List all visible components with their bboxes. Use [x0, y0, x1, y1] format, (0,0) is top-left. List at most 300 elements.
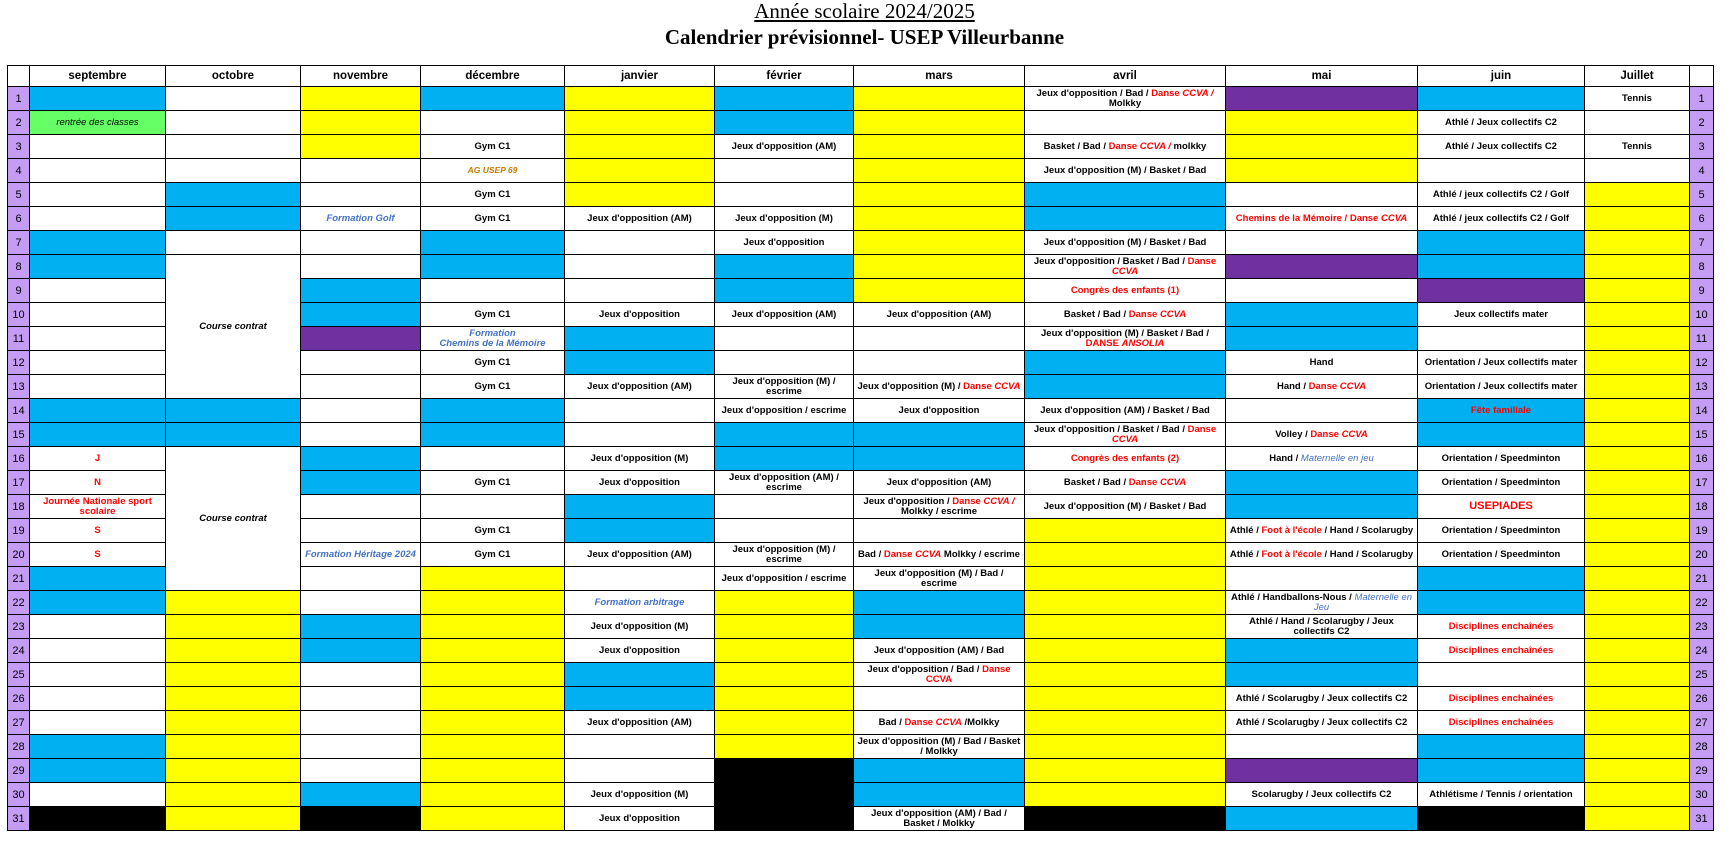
- cell-text: Jeux d'opposition (M) / Basket / Bad: [1043, 164, 1207, 176]
- cell-text: Gym C1: [474, 476, 511, 488]
- cell-text: Disciplines enchaînées: [1448, 716, 1554, 728]
- calendar-cell: [301, 255, 421, 279]
- calendar-cell: [166, 183, 301, 207]
- day-number: 27: [1690, 711, 1714, 735]
- calendar-cell: [1585, 807, 1690, 831]
- cell-text: Formation: [469, 327, 516, 339]
- calendar-cell: [854, 543, 1025, 567]
- day-number: 20: [8, 543, 30, 567]
- calendar-cell: [1025, 783, 1226, 807]
- calendar-cell: [715, 111, 854, 135]
- calendar-cell: [166, 255, 301, 399]
- calendar-cell: [1226, 327, 1418, 351]
- calendar-cell: [1226, 135, 1418, 159]
- cell-text: Jeux d'opposition (AM) / escrime: [729, 471, 839, 493]
- calendar-cell: [1025, 279, 1226, 303]
- calendar-cell: [421, 375, 565, 399]
- cell-text: Formation Golf: [326, 212, 395, 224]
- calendar-cell: [1418, 423, 1585, 447]
- cell-text: /Molkky: [961, 716, 1000, 728]
- calendar-cell: [1226, 351, 1418, 375]
- cell-text: Athlé / Jeux collectifs C2: [1445, 140, 1557, 152]
- cell-text: Course contrat: [199, 512, 267, 524]
- calendar-cell: [1226, 543, 1418, 567]
- cell-text: Danse: [1349, 212, 1381, 224]
- cell-text: Athlé / Hand / Scolarugby / Jeux collectifs C2: [1249, 615, 1394, 637]
- month-header-7: avril: [1025, 66, 1226, 87]
- calendar-cell: [1418, 255, 1585, 279]
- calendar-cell: [1418, 687, 1585, 711]
- calendar-cell: [30, 687, 166, 711]
- calendar-cell: [1226, 111, 1418, 135]
- calendar-cell: [854, 615, 1025, 639]
- calendar-cell: [1585, 255, 1690, 279]
- calendar-cell: [30, 375, 166, 399]
- calendar-cell: [421, 447, 565, 471]
- day-number: 24: [1690, 639, 1714, 663]
- cell-text: Basket / Bad /: [1043, 140, 1109, 152]
- calendar-cell: [1025, 519, 1226, 543]
- calendar-cell: [166, 111, 301, 135]
- cell-text: Formation arbitrage: [594, 596, 685, 608]
- calendar-cell: [421, 495, 565, 519]
- cell-text: CCVA /: [1182, 87, 1214, 99]
- day-row: [8, 111, 1714, 135]
- calendar-cell: [1418, 111, 1585, 135]
- calendar-cell: [301, 135, 421, 159]
- calendar-cell: [1025, 231, 1226, 255]
- calendar-cell: [715, 87, 854, 111]
- cell-text: CCVA: [935, 716, 962, 728]
- calendar-cell: [421, 207, 565, 231]
- calendar-cell: [30, 519, 166, 543]
- calendar-cell: [1585, 351, 1690, 375]
- calendar-cell: [565, 231, 715, 255]
- cell-text: Jeux d'opposition / escrime: [721, 572, 847, 584]
- calendar-cell: [715, 207, 854, 231]
- calendar-cell: [854, 279, 1025, 303]
- calendar-cell: [854, 495, 1025, 519]
- cell-text: Disciplines enchaînées: [1448, 692, 1554, 704]
- cell-text: Jeux d'opposition (AM): [731, 140, 837, 152]
- calendar-cell: [1418, 639, 1585, 663]
- day-row: [8, 399, 1714, 423]
- cell-text: Jeux collectifs mater: [1454, 308, 1548, 320]
- calendar-cell: [565, 591, 715, 615]
- calendar-cell: [1025, 759, 1226, 783]
- calendar-cell: [30, 303, 166, 327]
- calendar-cell: [30, 159, 166, 183]
- cell-text: Danse: [1108, 140, 1140, 152]
- calendar-cell: [1585, 735, 1690, 759]
- cell-text: Athlé / Handballons-Nous /: [1230, 591, 1355, 603]
- calendar-cell: [715, 567, 854, 591]
- calendar-cell: [1226, 567, 1418, 591]
- calendar-cell: [1025, 639, 1226, 663]
- day-number: 13: [1690, 375, 1714, 399]
- calendar-cell: [565, 279, 715, 303]
- calendar-cell: [1226, 663, 1418, 687]
- cell-text: CCVA: [1380, 212, 1408, 224]
- calendar-cell: [854, 111, 1025, 135]
- day-row: [8, 447, 1714, 471]
- calendar-cell: [421, 591, 565, 615]
- calendar-cell: [1226, 711, 1418, 735]
- calendar-cell: [30, 783, 166, 807]
- day-number: 16: [1690, 447, 1714, 471]
- cell-text: Danse: [1187, 255, 1217, 267]
- cell-text: Bad /: [858, 548, 884, 560]
- calendar-cell: [1418, 783, 1585, 807]
- day-row: [8, 663, 1714, 687]
- calendar-cell: [565, 87, 715, 111]
- calendar-cell: [854, 87, 1025, 111]
- calendar-cell: [565, 495, 715, 519]
- month-header-10: Juillet: [1585, 66, 1690, 87]
- day-row: [8, 255, 1714, 279]
- calendar-cell: [715, 399, 854, 423]
- cell-text: Hand: [1309, 356, 1334, 368]
- calendar-cell: [166, 807, 301, 831]
- calendar-cell: [854, 135, 1025, 159]
- calendar-cell: [166, 423, 301, 447]
- calendar-cell: [301, 639, 421, 663]
- calendar-cell: [565, 663, 715, 687]
- cell-text: Tennis: [1622, 92, 1652, 104]
- calendar-cell: [30, 183, 166, 207]
- day-row: [8, 711, 1714, 735]
- day-row: [8, 687, 1714, 711]
- cell-text: Danse: [1151, 87, 1183, 99]
- calendar-cell: [1025, 711, 1226, 735]
- calendar-cell: [1418, 159, 1585, 183]
- cell-text: Jeux d'opposition (M) / Bad / Basket / Molkky: [857, 735, 1021, 757]
- cell-text: Danse: [963, 380, 995, 392]
- day-number: 14: [1690, 399, 1714, 423]
- cell-text: Athlé / Scolarugby / Jeux collectifs C2: [1235, 692, 1408, 704]
- cell-text: CCVA: [915, 548, 942, 560]
- cell-text: AG USEP 69: [467, 165, 518, 175]
- cell-text: / Hand / Scolarugby: [1321, 524, 1414, 536]
- cell-text: Jeux d'opposition (AM): [886, 476, 992, 488]
- day-number: 18: [1690, 495, 1714, 519]
- calendar-cell: [421, 615, 565, 639]
- cell-text: Jeux d'opposition / escrime: [721, 404, 847, 416]
- calendar-cell: [715, 231, 854, 255]
- calendar-cell: [30, 399, 166, 423]
- cell-text: Maternelle en jeu: [1300, 452, 1374, 464]
- day-number: 19: [1690, 519, 1714, 543]
- calendar-cell: [1418, 591, 1585, 615]
- day-number: 23: [8, 615, 30, 639]
- calendar-cell: [166, 711, 301, 735]
- cell-text: CCVA: [1341, 428, 1368, 440]
- cell-text: Jeux d'opposition /: [863, 495, 953, 507]
- calendar-cell: [1226, 159, 1418, 183]
- calendar-cell: [715, 711, 854, 735]
- calendar-cell: [715, 471, 854, 495]
- day-number: 25: [1690, 663, 1714, 687]
- calendar-cell: [30, 255, 166, 279]
- calendar-cell: [854, 663, 1025, 687]
- cell-text: N: [94, 476, 101, 488]
- day-number: 31: [1690, 807, 1714, 831]
- calendar-cell: [421, 687, 565, 711]
- cell-text: Gym C1: [474, 548, 511, 560]
- calendar-cell: [301, 87, 421, 111]
- cell-text: Basket / Bad /: [1063, 476, 1129, 488]
- calendar-cell: [854, 591, 1025, 615]
- calendar-cell: [421, 303, 565, 327]
- calendar-cell: [1418, 207, 1585, 231]
- calendar-cell: [715, 375, 854, 399]
- calendar-cell: [1585, 111, 1690, 135]
- calendar-cell: [1418, 399, 1585, 423]
- cell-text: USEPIADES: [1469, 500, 1533, 512]
- calendar-cell: [421, 519, 565, 543]
- calendar-cell: [565, 375, 715, 399]
- cell-text: CCVA: [1111, 433, 1139, 445]
- month-header-6: mars: [854, 66, 1025, 87]
- cell-text: Jeux d'opposition (M) / Basket / Bad /: [1041, 327, 1209, 339]
- calendar-cell: [715, 639, 854, 663]
- day-number: 28: [1690, 735, 1714, 759]
- cell-text: Scolarugby / Jeux collectifs C2: [1251, 788, 1392, 800]
- day-number: 12: [1690, 351, 1714, 375]
- calendar-cell: [166, 591, 301, 615]
- calendar-cell: [301, 471, 421, 495]
- cell-text: Basket / Bad /: [1063, 308, 1129, 320]
- calendar-cell: [1585, 711, 1690, 735]
- calendar-cell: [1585, 567, 1690, 591]
- calendar-cell: [30, 87, 166, 111]
- calendar-cell: [715, 423, 854, 447]
- cell-text: CCVA /: [983, 495, 1015, 507]
- calendar-cell: [30, 639, 166, 663]
- calendar-cell: [30, 351, 166, 375]
- calendar-cell: [1226, 255, 1418, 279]
- calendar-cell: [1025, 495, 1226, 519]
- calendar-cell: [854, 183, 1025, 207]
- calendar-cell: [1585, 495, 1690, 519]
- calendar-cell: [1025, 207, 1226, 231]
- calendar-cell: [166, 663, 301, 687]
- calendar-cell: [854, 159, 1025, 183]
- day-number: 9: [1690, 279, 1714, 303]
- calendar-cell: [1025, 663, 1226, 687]
- day-number: 25: [8, 663, 30, 687]
- calendar-cell: [565, 519, 715, 543]
- day-number: 15: [8, 423, 30, 447]
- day-number: 20: [1690, 543, 1714, 567]
- calendar-cell: [30, 135, 166, 159]
- cell-text: Danse: [1128, 308, 1160, 320]
- calendar-cell: [854, 303, 1025, 327]
- calendar-cell: [1418, 327, 1585, 351]
- calendar-cell: [1585, 183, 1690, 207]
- cell-text: Jeux d'opposition (M) / escrime: [732, 375, 836, 397]
- calendar-cell: [421, 783, 565, 807]
- calendar-cell: [715, 591, 854, 615]
- calendar-cell: [1025, 423, 1226, 447]
- day-number: 7: [1690, 231, 1714, 255]
- calendar-cell: [166, 447, 301, 591]
- cell-text: Jeux d'opposition (M) / Basket / Bad: [1043, 500, 1207, 512]
- calendar-cell: [421, 351, 565, 375]
- calendar-cell: [421, 135, 565, 159]
- calendar-cell: [565, 423, 715, 447]
- calendar-cell: [301, 519, 421, 543]
- calendar-cell: [1025, 399, 1226, 423]
- calendar-cell: [301, 447, 421, 471]
- cell-text: Chemins de la Mémoire /: [1235, 212, 1350, 224]
- calendar-cell: [1025, 303, 1226, 327]
- calendar-cell: [301, 207, 421, 231]
- calendar-cell: [1025, 591, 1226, 615]
- day-number: 9: [8, 279, 30, 303]
- calendar-cell: [854, 687, 1025, 711]
- calendar-cell: [854, 639, 1025, 663]
- calendar-cell: [1585, 135, 1690, 159]
- day-row: [8, 423, 1714, 447]
- calendar-cell: [715, 447, 854, 471]
- calendar-cell: [301, 567, 421, 591]
- calendar-cell: [854, 423, 1025, 447]
- cell-text: Formation Héritage 2024: [305, 548, 416, 560]
- calendar-cell: [1025, 447, 1226, 471]
- calendar-cell: [565, 135, 715, 159]
- cell-text: Gym C1: [474, 524, 511, 536]
- calendar-cell: [854, 231, 1025, 255]
- cell-text: Jeux d'opposition / Bad /: [1036, 87, 1152, 99]
- calendar-cell: [1585, 399, 1690, 423]
- calendar-cell: [1418, 375, 1585, 399]
- cell-text: Athlé / Jeux collectifs C2: [1445, 116, 1557, 128]
- day-number: 5: [1690, 183, 1714, 207]
- cell-text: Maternelle en Jeu: [1313, 591, 1413, 613]
- cell-text: Danse: [883, 548, 916, 560]
- day-number: 29: [1690, 759, 1714, 783]
- calendar-cell: [1418, 303, 1585, 327]
- calendar-cell: [1025, 111, 1226, 135]
- cell-text: CCVA: [994, 380, 1021, 392]
- day-number: 26: [8, 687, 30, 711]
- calendar-cell: [166, 135, 301, 159]
- cell-text: / Hand / Scolarugby: [1321, 548, 1414, 560]
- cell-text: Jeux d'opposition (AM): [886, 308, 992, 320]
- calendar-cell: [301, 663, 421, 687]
- calendar-cell: [1418, 735, 1585, 759]
- calendar-cell: [565, 447, 715, 471]
- calendar-cell: [30, 663, 166, 687]
- month-header-1: octobre: [166, 66, 301, 87]
- calendar-cell: [1418, 231, 1585, 255]
- day-number: 2: [8, 111, 30, 135]
- month-header-8: mai: [1226, 66, 1418, 87]
- calendar-cell: [421, 87, 565, 111]
- calendar-cell: [565, 207, 715, 231]
- calendar-cell: [301, 159, 421, 183]
- calendar-cell: [1585, 207, 1690, 231]
- cell-text: Athlé /: [1229, 548, 1262, 560]
- calendar-cell: [1025, 567, 1226, 591]
- calendar-cell: [30, 279, 166, 303]
- calendar-cell: [715, 303, 854, 327]
- day-number: 10: [8, 303, 30, 327]
- calendar-cell: [1585, 303, 1690, 327]
- calendar-cell: [1585, 471, 1690, 495]
- calendar-cell: [30, 495, 166, 519]
- calendar-cell: [1418, 759, 1585, 783]
- calendar-cell: [565, 303, 715, 327]
- cell-text: Congrès des enfants (1): [1070, 284, 1180, 296]
- calendar-cell: [1226, 687, 1418, 711]
- month-header-4: janvier: [565, 66, 715, 87]
- calendar-cell: [1226, 447, 1418, 471]
- calendar-cell: [166, 159, 301, 183]
- calendar-cell: [854, 471, 1025, 495]
- cell-text: Jeux d'opposition (AM): [587, 380, 692, 392]
- calendar-cell: [1585, 231, 1690, 255]
- cell-text: Jeux d'opposition: [599, 476, 680, 488]
- calendar-cell: [421, 543, 565, 567]
- calendar-cell: [715, 135, 854, 159]
- cell-text: Orientation / Speedminton: [1441, 524, 1561, 536]
- calendar-cell: [1585, 639, 1690, 663]
- day-row: [8, 759, 1714, 783]
- cell-text: Congrès des enfants (2): [1070, 452, 1180, 464]
- cell-text: Orientation / Speedminton: [1441, 476, 1561, 488]
- calendar-cell: [301, 183, 421, 207]
- calendar-cell: [1226, 615, 1418, 639]
- corner-cell: [8, 66, 30, 87]
- calendar-cell: [565, 111, 715, 135]
- calendar-cell: [1418, 471, 1585, 495]
- day-number: 8: [8, 255, 30, 279]
- cell-text: Jeux d'opposition: [898, 404, 980, 416]
- calendar-cell: [30, 543, 166, 567]
- cell-text: Course contrat: [199, 320, 267, 332]
- day-row: [8, 783, 1714, 807]
- cell-text: Athlé /: [1229, 524, 1262, 536]
- calendar-cell: [1025, 87, 1226, 111]
- cell-text: Bad /: [878, 716, 905, 728]
- calendar-cell: [1418, 663, 1585, 687]
- calendar-cell: [166, 687, 301, 711]
- calendar-cell: [30, 711, 166, 735]
- calendar-cell: [421, 159, 565, 183]
- day-number: 2: [1690, 111, 1714, 135]
- day-number: 1: [1690, 87, 1714, 111]
- cell-text: CCVA: [1111, 265, 1139, 277]
- cell-text: S: [94, 548, 101, 560]
- day-number: 14: [8, 399, 30, 423]
- day-number: 19: [8, 519, 30, 543]
- day-number: 18: [8, 495, 30, 519]
- cell-text: Jeux d'opposition (AM): [587, 212, 692, 224]
- calendar-table: [7, 65, 1714, 831]
- calendar-cell: [421, 663, 565, 687]
- calendar-cell: [166, 399, 301, 423]
- calendar-cell: [1585, 519, 1690, 543]
- cell-text: Orientation / Jeux collectifs mater: [1424, 356, 1578, 368]
- cell-text: Molkky / escrime: [900, 505, 978, 517]
- calendar-cell: [166, 207, 301, 231]
- calendar-cell: [301, 375, 421, 399]
- calendar-cell: [854, 399, 1025, 423]
- calendar-cell: [1418, 543, 1585, 567]
- month-header-9: juin: [1418, 66, 1585, 87]
